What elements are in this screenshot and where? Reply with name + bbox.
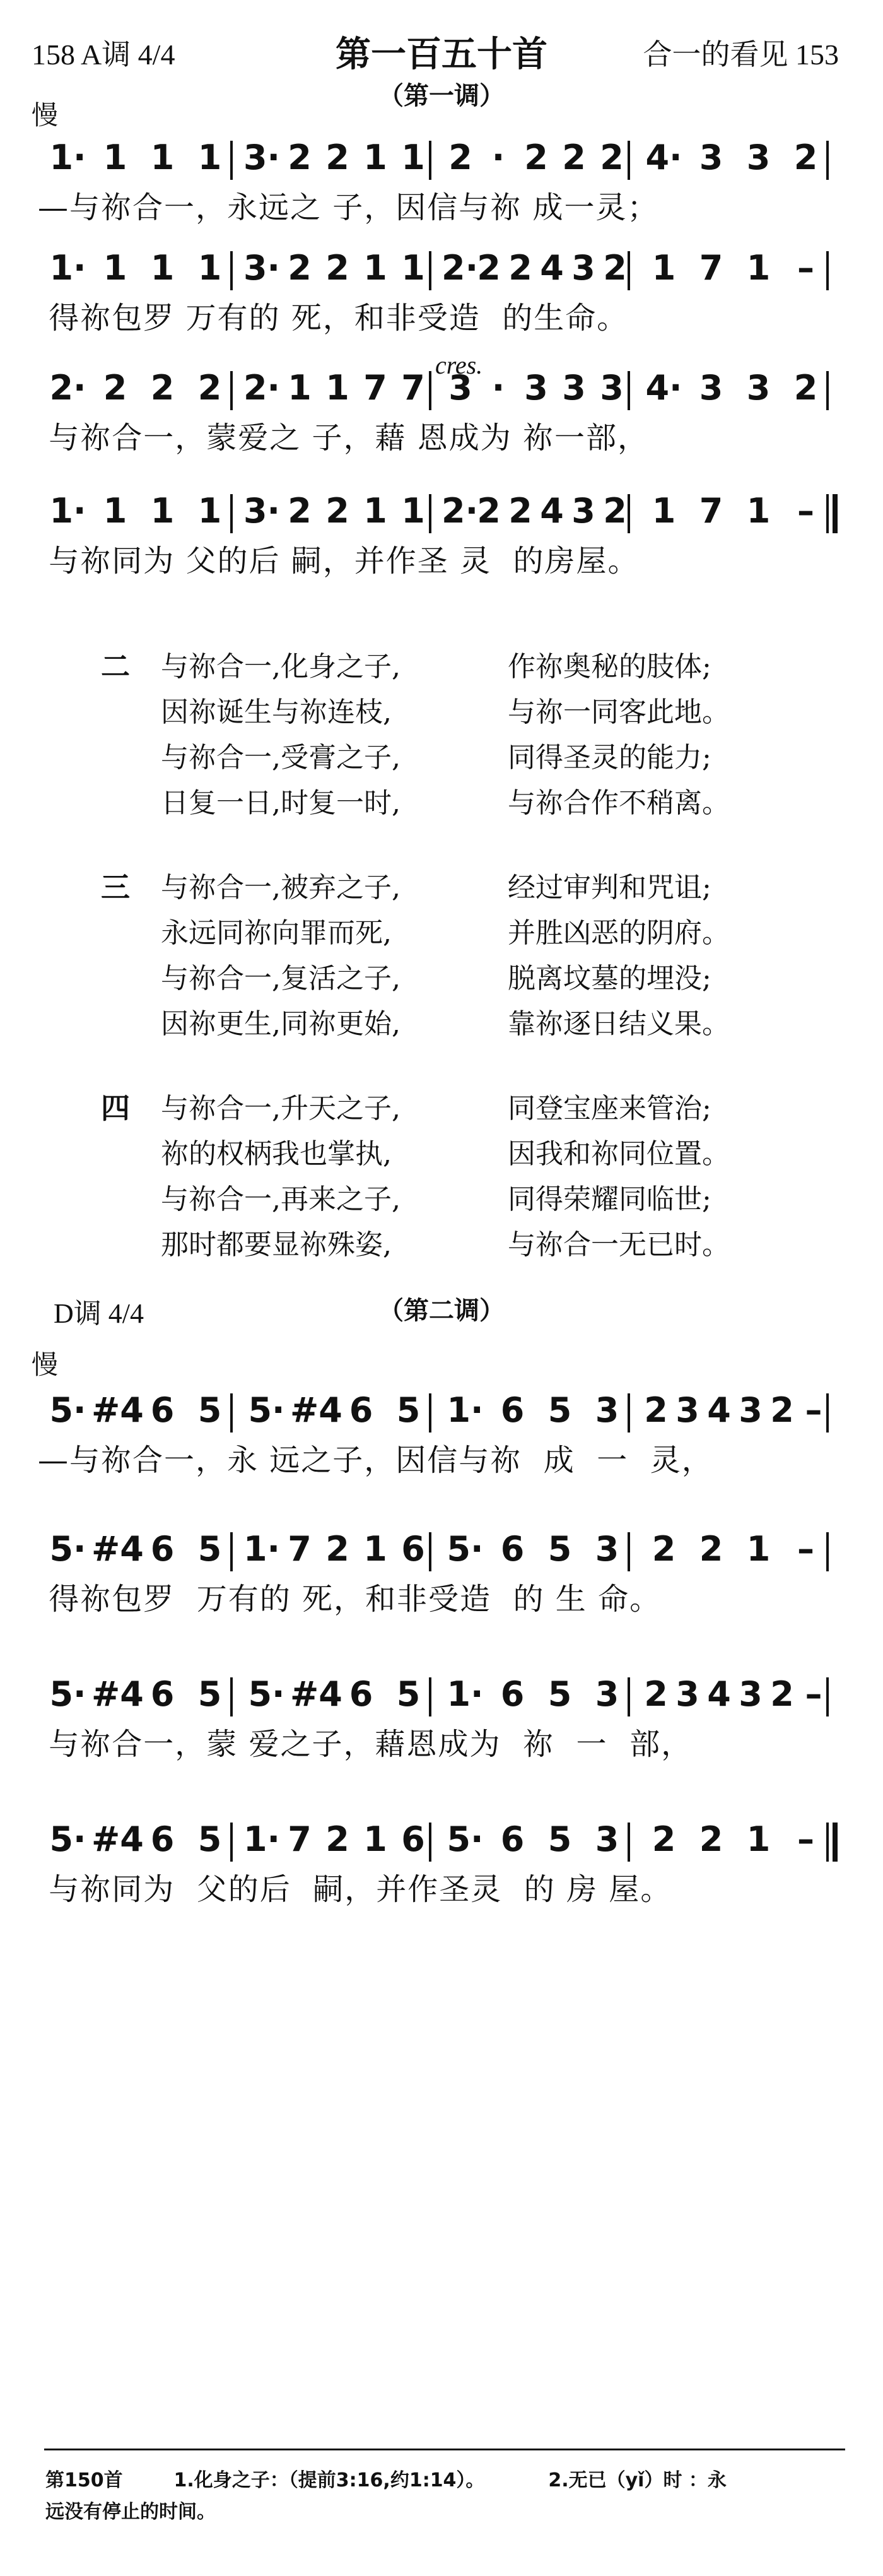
verse-line-right: 经过审判和咒诅;	[508, 871, 711, 904]
note: #4	[91, 1529, 144, 1569]
barline	[826, 141, 829, 180]
barline	[826, 1532, 829, 1571]
note: 5	[396, 1390, 421, 1430]
note: 1	[363, 1819, 387, 1859]
tune2-lyric-line-4: 与祢同为 父的后 嗣，并作圣灵 的 房 屋。	[38, 1872, 672, 1907]
note: 6	[401, 1819, 425, 1859]
note: 3	[595, 1390, 619, 1430]
barline	[429, 141, 431, 180]
note: 2·	[441, 491, 479, 531]
tune1-notation-line-4	[38, 489, 851, 533]
note: 5·	[248, 1390, 285, 1430]
footnote-divider	[44, 2449, 845, 2450]
note: 2	[325, 138, 349, 177]
tune2-lyric-line-1: —与祢合一，永 远之子，因信与祢 成 一 灵，	[38, 1443, 713, 1478]
note: 1	[401, 138, 425, 177]
final-barline	[826, 1823, 829, 1862]
barline	[628, 1677, 630, 1716]
measure	[44, 489, 233, 533]
tune2-notation-line-2	[38, 1527, 851, 1571]
note: 1·	[243, 1529, 281, 1569]
verse-line-left: 永远同祢向罪而死,	[161, 917, 392, 949]
tune1-lyric-line-1: —与祢合一，永远之 子，因信与祢 成一灵；	[38, 190, 659, 225]
measure	[640, 136, 829, 180]
note: 5·	[447, 1819, 484, 1859]
measure	[243, 1817, 432, 1862]
note: 5·	[49, 1674, 86, 1714]
note: 2	[197, 368, 222, 408]
measure	[640, 246, 829, 290]
note: ·	[491, 138, 505, 177]
tempo-marking-2: 慢	[32, 1349, 59, 1380]
measure	[44, 366, 233, 410]
note: 1	[363, 248, 387, 288]
barline	[230, 371, 233, 410]
measure	[441, 1817, 631, 1862]
barline	[826, 1677, 829, 1716]
note: 4·	[645, 368, 682, 408]
note: 4	[540, 491, 564, 531]
verse-line-left: 与祢合一,被弃之子,	[161, 871, 401, 904]
verse-line-left: 与祢合一,升天之子,	[161, 1092, 401, 1125]
note: 3	[595, 1529, 619, 1569]
barline	[230, 1677, 233, 1716]
measure	[441, 366, 631, 410]
note: 2	[652, 1529, 676, 1569]
note: 2·	[243, 368, 281, 408]
note: 6	[150, 1390, 175, 1430]
measure	[640, 1388, 829, 1433]
note: 7	[288, 1819, 312, 1859]
note: 1	[150, 248, 175, 288]
note: ·	[491, 368, 505, 408]
measure	[441, 136, 631, 180]
note: 2	[288, 248, 312, 288]
verse-line-right: 同得荣耀同临世;	[508, 1183, 711, 1215]
key-signature-2: D调 4/4	[54, 1298, 144, 1329]
note: #4	[91, 1819, 144, 1859]
note: 5	[547, 1674, 572, 1714]
measure	[640, 1672, 829, 1716]
verse-line-right: 与祢合作不稍离。	[508, 787, 730, 819]
verse-line-right: 因我和祢同位置。	[508, 1138, 730, 1170]
measure	[243, 489, 432, 533]
note: 5	[396, 1674, 421, 1714]
barline	[628, 1532, 630, 1571]
tune1-lyric-line-3: 与祢合一，蒙爱之 子，藉 恩成为 祢一部，	[38, 420, 650, 456]
measure	[44, 246, 233, 290]
note: 5·	[49, 1819, 86, 1859]
measure	[441, 1388, 631, 1433]
barline	[429, 251, 431, 290]
tune2-notation-line-1	[38, 1388, 851, 1433]
note: 1	[103, 248, 127, 288]
verse-number: 四	[101, 1091, 130, 1125]
note: 5	[197, 1390, 222, 1430]
hymn-number-key: 158 A调 4/4	[32, 38, 175, 71]
note: 6	[500, 1819, 525, 1859]
tune2-notation-line-4	[38, 1817, 851, 1862]
note: 1	[652, 491, 676, 531]
measure	[243, 1672, 432, 1716]
barline	[230, 1532, 233, 1571]
note: 2	[699, 1529, 723, 1569]
note: 6	[349, 1390, 373, 1430]
note: 1	[401, 248, 425, 288]
barline	[230, 141, 233, 180]
measure	[44, 1388, 233, 1433]
barline	[628, 1393, 630, 1433]
measure	[44, 1817, 233, 1862]
note: 3	[699, 368, 723, 408]
note: 3	[746, 138, 771, 177]
footnote-line-1	[45, 2464, 727, 2492]
note: 1	[325, 368, 349, 408]
note: 6	[150, 1529, 175, 1569]
verse-line-right: 与祢合一无已时。	[508, 1229, 730, 1261]
note: 2	[600, 138, 624, 177]
measure	[243, 1388, 432, 1433]
verse-number: 二	[101, 649, 130, 683]
note: 1	[363, 491, 387, 531]
note: 1	[363, 1529, 387, 1569]
tune1-lyric-line-4: 与祢同为 父的后 嗣，并作圣 灵 的房屋。	[38, 543, 640, 579]
footnote-item-2: 2.无已（yǐ）时 ：永	[548, 2469, 727, 2491]
note: 3	[600, 368, 624, 408]
measure	[640, 489, 829, 533]
footnote-hymn-ref: 第150首	[45, 2469, 123, 2491]
verse-number: 三	[101, 870, 130, 904]
note: 7	[363, 368, 387, 408]
tune2-lyric-line-3: 与祢合一，蒙 爱之子，藉恩成为 祢 一 部，	[38, 1727, 693, 1762]
tune1-notation-line-3	[38, 366, 851, 410]
verse-line-left: 与祢合一,复活之子,	[161, 962, 401, 995]
final-barline	[826, 494, 829, 533]
note: 2	[603, 248, 627, 288]
note: 2	[325, 1529, 349, 1569]
note: 5	[197, 1819, 222, 1859]
note: 4	[707, 1390, 731, 1430]
note: 3	[699, 138, 723, 177]
note: 5·	[49, 1390, 86, 1430]
barline	[230, 1393, 233, 1433]
measure	[243, 136, 432, 180]
note: 2	[325, 248, 349, 288]
final-barline-thick	[833, 494, 838, 533]
note: 6	[150, 1819, 175, 1859]
verse-line-left: 祢的权柄我也掌执,	[161, 1138, 392, 1170]
note: 2	[325, 491, 349, 531]
note: 2	[508, 491, 532, 531]
note: 1	[746, 491, 771, 531]
tune-subtitle-1: （第一调）	[378, 81, 505, 110]
barline	[826, 1393, 829, 1433]
note: 3	[448, 368, 472, 408]
note: 2	[699, 1819, 723, 1859]
note: 1	[150, 491, 175, 531]
note: –	[805, 1390, 822, 1430]
footnote-item-1: 1.化身之子：（提前3:16,约1:14）。	[173, 2469, 485, 2491]
barline	[429, 371, 431, 410]
verse-line-left: 日复一日,时复一时,	[161, 787, 401, 819]
barline	[628, 1823, 630, 1862]
note: 3	[571, 491, 595, 531]
tune1-notation-line-2	[38, 246, 851, 290]
note: 2	[793, 368, 818, 408]
note: 1	[103, 491, 127, 531]
barline	[429, 1823, 431, 1862]
measure	[243, 366, 432, 410]
page-title: 第一百五十首	[336, 34, 547, 75]
note: 7	[699, 491, 723, 531]
note: 1·	[447, 1674, 484, 1714]
measure	[441, 1672, 631, 1716]
note: 2	[603, 491, 627, 531]
note: #4	[290, 1674, 342, 1714]
note: 1·	[49, 491, 86, 531]
note: 2·	[441, 248, 479, 288]
verse-line-right: 同得圣灵的能力;	[508, 741, 711, 774]
barline	[429, 494, 431, 533]
note: 3·	[243, 491, 281, 531]
verse-line-left: 与祢合一,受膏之子,	[161, 741, 401, 774]
measure	[640, 1527, 829, 1571]
note: 2	[477, 491, 501, 531]
note: 1	[746, 1819, 771, 1859]
verse-line-right: 作祢奥秘的肢体;	[508, 651, 711, 683]
note: 5·	[447, 1529, 484, 1569]
note: 6	[500, 1529, 525, 1569]
note: 2	[288, 491, 312, 531]
note: 1	[288, 368, 312, 408]
note: 2	[508, 248, 532, 288]
measure	[640, 1817, 829, 1862]
barline	[230, 494, 233, 533]
barline	[429, 1532, 431, 1571]
note: 1	[103, 138, 127, 177]
note: 5·	[248, 1674, 285, 1714]
note: 6	[401, 1529, 425, 1569]
note: 1	[150, 138, 175, 177]
note: 2	[644, 1674, 668, 1714]
note: #4	[290, 1390, 342, 1430]
note: 2	[770, 1674, 794, 1714]
note: 2·	[49, 368, 86, 408]
verse-line-left: 因祢更生,同祢更始,	[161, 1008, 401, 1040]
tune2-notation-line-3	[38, 1672, 851, 1716]
note: 3	[571, 248, 595, 288]
note: –	[797, 1819, 814, 1859]
note: 3	[739, 1390, 763, 1430]
measure	[243, 1527, 432, 1571]
note: 2	[477, 248, 501, 288]
note: 1	[746, 248, 771, 288]
note: –	[805, 1674, 822, 1714]
barline	[628, 494, 630, 533]
verse-line-left: 与祢合一,化身之子,	[161, 651, 401, 683]
note: 4	[540, 248, 564, 288]
note: 1·	[49, 138, 86, 177]
note: 3·	[243, 248, 281, 288]
note: 3	[675, 1674, 699, 1714]
note: –	[797, 248, 814, 288]
note: 5	[547, 1390, 572, 1430]
note: 3	[562, 368, 586, 408]
note: 1·	[447, 1390, 484, 1430]
verse-line-right: 脱离坟墓的埋没;	[508, 962, 711, 995]
note: 2	[793, 138, 818, 177]
barline	[628, 251, 630, 290]
note: 2	[652, 1819, 676, 1859]
note: 1	[363, 138, 387, 177]
cross-reference: 合一的看见 153	[643, 38, 839, 71]
note: 2	[150, 368, 175, 408]
note: 1	[197, 248, 222, 288]
final-barline-thick	[833, 1823, 838, 1862]
note: 3	[595, 1819, 619, 1859]
measure	[640, 366, 829, 410]
note: 2	[770, 1390, 794, 1430]
tune1-notation-line-1	[38, 136, 851, 180]
measure	[44, 1672, 233, 1716]
note: 6	[150, 1674, 175, 1714]
note: 1	[746, 1529, 771, 1569]
barline	[429, 1677, 431, 1716]
barline	[826, 371, 829, 410]
measure	[441, 246, 631, 290]
verse-line-right: 同登宝座来管治;	[508, 1092, 711, 1125]
note: 3	[739, 1674, 763, 1714]
verse-line-right: 靠祢逐日结义果。	[508, 1008, 730, 1040]
measure	[243, 246, 432, 290]
barline	[429, 1393, 431, 1433]
note: 5	[547, 1819, 572, 1859]
crescendo-marking: cres.	[435, 351, 483, 379]
verse-line-left: 与祢合一,再来之子,	[161, 1183, 401, 1215]
measure	[441, 1527, 631, 1571]
note: 5	[547, 1529, 572, 1569]
verse-line-left: 因祢诞生与祢连枝,	[161, 696, 392, 728]
note: 1	[197, 491, 222, 531]
note: 6	[500, 1390, 525, 1430]
note: –	[797, 1529, 814, 1569]
verse-line-left: 那时都要显祢殊姿,	[161, 1229, 392, 1261]
barline	[230, 1823, 233, 1862]
tune-subtitle-2: （第二调）	[378, 1296, 505, 1325]
verse-line-right: 并胜凶恶的阴府。	[508, 917, 730, 949]
note: 6	[500, 1674, 525, 1714]
note: 6	[349, 1674, 373, 1714]
barline	[628, 371, 630, 410]
note: 1	[197, 138, 222, 177]
verse-line-right: 与祢一同客此地。	[508, 696, 730, 728]
note: 2	[562, 138, 586, 177]
note: 2	[288, 138, 312, 177]
tune1-lyric-line-2: 得祢包罗 万有的 死，和非受造 的生命。	[38, 300, 629, 336]
barline	[628, 141, 630, 180]
note: #4	[91, 1674, 144, 1714]
note: 3	[675, 1390, 699, 1430]
note: 4	[707, 1674, 731, 1714]
note: 3	[524, 368, 548, 408]
note: 3	[595, 1674, 619, 1714]
note: #4	[91, 1390, 144, 1430]
note: 7	[288, 1529, 312, 1569]
note: 1	[652, 248, 676, 288]
note: 1	[401, 491, 425, 531]
note: 4·	[645, 138, 682, 177]
barline	[230, 251, 233, 290]
note: 1·	[243, 1819, 281, 1859]
note: 5·	[49, 1529, 86, 1569]
barline	[826, 251, 829, 290]
note: 3·	[243, 138, 281, 177]
note: 7	[401, 368, 425, 408]
measure	[44, 1527, 233, 1571]
note: –	[797, 491, 814, 531]
note: 1·	[49, 248, 86, 288]
note: 2	[103, 368, 127, 408]
note: 5	[197, 1529, 222, 1569]
note: 2	[325, 1819, 349, 1859]
note: 2	[448, 138, 472, 177]
measure	[441, 489, 631, 533]
note: 7	[699, 248, 723, 288]
tune2-lyric-line-2: 得祢包罗 万有的 死，和非受造 的 生 命。	[38, 1581, 662, 1617]
note: 5	[197, 1674, 222, 1714]
tempo-marking-1: 慢	[32, 100, 59, 131]
measure	[44, 136, 233, 180]
note: 3	[746, 368, 771, 408]
note: 2	[524, 138, 548, 177]
footnote-line-2: 远没有停止的时间。	[45, 2501, 216, 2523]
note: 2	[644, 1390, 668, 1430]
